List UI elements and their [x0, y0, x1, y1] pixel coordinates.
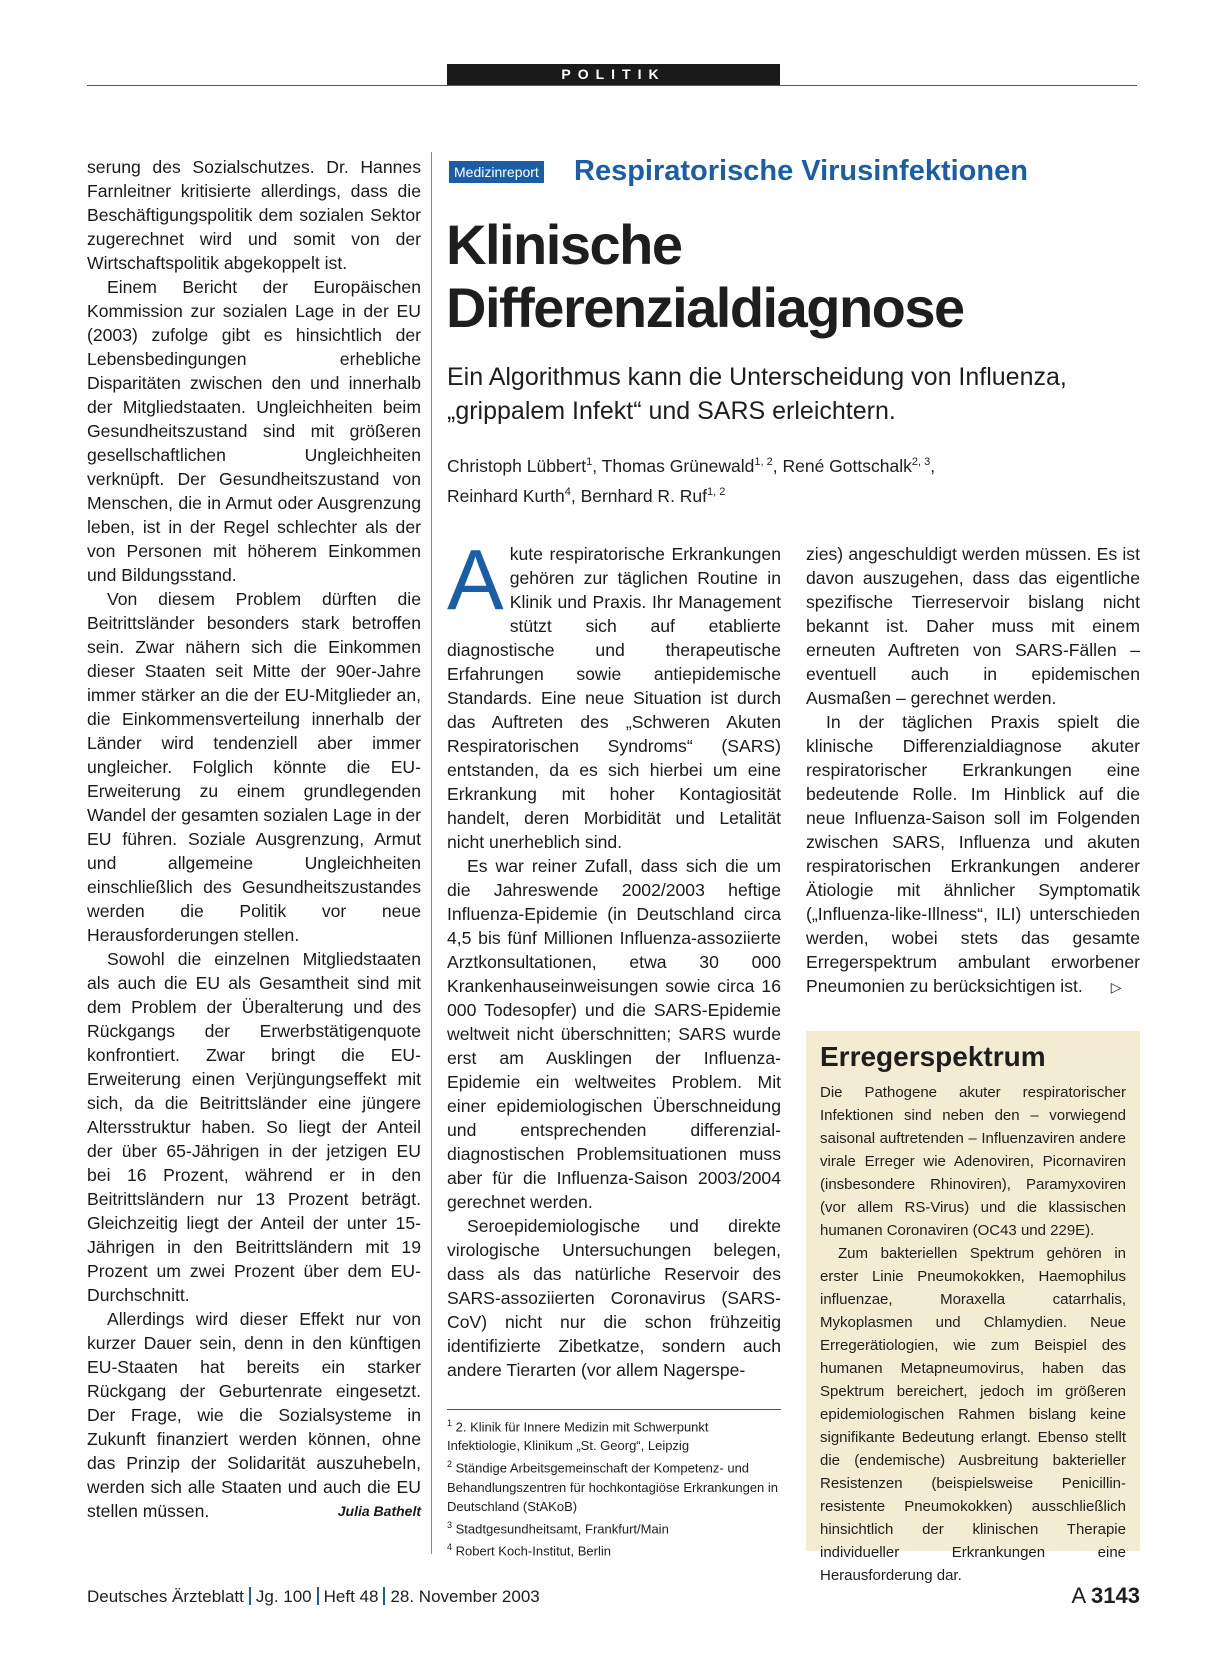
- footnote-rule: [447, 1409, 781, 1410]
- headline-line: Differenzialdiagnose: [446, 276, 964, 339]
- article-tag: Medizinreport: [449, 161, 544, 183]
- paragraph: [87, 1307, 421, 1523]
- footnote: $^1$ 2. Klinik für Innere Medizin mit Schwerpunkt Infektiologie, Klinikum „St. Georg“, Leipzig: [447, 1418, 709, 1454]
- deck: Ein Algorithmus kann die Unterscheidung von Influenza, „grippalem Infekt“ und SARS erleichtern.: [447, 363, 1067, 425]
- headline: [446, 213, 964, 339]
- author: René Gottschalk$^{2, 3}$: [782, 455, 931, 476]
- paragraph: Es war reiner Zufall, dass sich die um die Jahreswende 2002/2003 heftige Influenza-Epidemie (in Deutschland circa 4,5 bis fünf Millionen Influenza-assoziierte Arztkonsultationen, etwa 30 000 Krankenhauseinweisungen sowie circa 16 000 Todesopfer) und die SARS-Epidemie weltweit nicht überschnitten; SARS wurde erst am Ausklingen der Influenza-Epidemie ein weltweites Problem. Mit einer epidemiologischen Überschneidung und entsprechenden differenzial-diagnostischen Problemsituationen muss aber für die Influenza-Saison 2003/2004 gerechnet werden.: [447, 856, 781, 1212]
- paragraph-text: In der täglichen Praxis spielt die klinische Differenzialdiagnose akuter respiratorischer Erkrankungen eine bedeutende Rolle. Im Hinblick auf die neue Influenza-Saison soll im Folgenden zwischen SARS, Influenza und akuten respiratorischen Erkrankungen anderer Ätiologie mit ähnlicher Symptomatik („Influenza-like-Illness“, ILI) unterschieden werden, wobei stets das gesamte Erregerspektrum ambulant erworbener Pneumonien zu berücksichtigen ist.: [806, 712, 1140, 996]
- paragraph-text: kute respiratorische Erkrankungen gehören zur täglichen Routine in Klinik und Praxis. Ihr Management stützt sich auf etablierte diagnostische und therapeutische Erfahrungen sowie antiepidemische Standards. Eine neue Situation ist durch das Auftreten des „Schweren Akuten Respiratorischen Syndroms“ (SARS) entstanden, da es sich hierbei um eine Erkrankung mit hoher Kontagiosität handelt, deren Morbidität und Letalität nicht unerheblich sind.: [447, 544, 781, 852]
- page-number: A 3143: [1071, 1583, 1140, 1608]
- paragraph: [806, 710, 1140, 999]
- paragraph: [447, 533, 781, 854]
- paragraph: Die Pathogene akuter respiratorischer Infektionen sind neben den – vorwiegend saisonal auftretenden – Influenzaviren andere virale Erreger wie Adenoviren, Picornaviren (insbesondere Rhinoviren), Paramyxoviren (vor allem RS-Virus) und die klassischen humanen Coronaviren (OC43 und 229E).: [820, 1084, 1126, 1239]
- author: Reinhard Kurth$^4$: [447, 485, 571, 506]
- footnotes: [447, 1414, 781, 1560]
- drop-cap: A: [447, 533, 504, 628]
- box-body: [820, 1081, 1126, 1587]
- paragraph-text: Allerdings wird dieser Effekt nur von kurzer Dauer sein, denn in den künftigen EU-Staaten hat bereits ein starker Rückgang der Geburtenrate eingesetzt. Der Frage, wie die Sozialsysteme in Zukunft finanziert werden können, ohne das Prinzip der Solidarität auszuhebeln, werden sich alle Staaten und auch die EU stellen müssen.: [87, 1309, 421, 1521]
- paragraph: zies) angeschuldigt werden müssen. Es ist davon auszugehen, dass das eigentliche spezifische Tierreservoir bislang nicht bekannt ist. Daher muss mit einem erneuten Auftreten von SARS-Fällen – eventuell auch in epidemischen Ausmaßen – gerechnet werden.: [806, 544, 1140, 708]
- author-list: Christoph Lübbert$^1$, Thomas Grünewald$^{1, 2}$, René Gottschalk$^{2, 3}$, Reinhard Kurth$^4$, Bernhard R. Ruf$^{1, 2}$: [447, 455, 936, 506]
- continue-triangle-icon: ▷: [1110, 979, 1122, 995]
- sidebar-box: [806, 1031, 1140, 1584]
- column-divider: [431, 152, 432, 1554]
- headline-line: Klinische: [446, 213, 682, 276]
- section-header: POLITIK: [447, 64, 780, 85]
- author: Bernhard R. Ruf$^{1, 2}$: [580, 485, 726, 506]
- author-signature: Julia Bathelt: [337, 1503, 421, 1519]
- separator: [383, 1587, 385, 1605]
- footnote: $^2$ Ständige Arbeitsgemeinschaft der Kompetenz- und Behandlungszentren für hochkontagiöse Erkrankungen in Deutschland (StAKoB): [447, 1459, 779, 1514]
- volume: Jg. 100: [255, 1587, 312, 1606]
- journal-name: Deutsches Ärzteblatt: [87, 1587, 244, 1606]
- paragraph: Zum bakteriellen Spektrum gehören in erster Linie Pneumokokken, Haemophilus influenzae, Moraxella catarrhalis, Mykoplasmen und Chlamydien. Neue Erregerätiologien, wie zum Beispiel des humanen Metapneumovirus, haben das Spektrum bereichert, jedoch im größeren epidemiologischen Rahmen bislang keine signifikante Bedeutung erlangt. Ebenso stellt die (endemische) Ausbreitung bakterieller Resistenzen (beispielsweise Penicillin-resistente Pneumokokken) ausschließlich hinsichtlich der klinischen Therapie individueller Erkrankungen eine Herausforderung dar.: [820, 1245, 1126, 1584]
- paragraph: Einem Bericht der Europäischen Kommission zur sozialen Lage in der EU (2003) zufolge gibt es hinsichtlich der Lebensbedingungen erhebliche Disparitäten zwischen den und innerhalb der Mitgliedstaaten. Ungleichheiten beim Gesundheitszustand sind mit größeren gesellschaftlichen Ungleichheiten verknüpft. Der Gesundheitszustand von Menschen, die in Armut oder Ausgrenzung leben, ist in der Regel schlechter als der von Personen mit höherem Einkommen und Bildungsstand.: [87, 277, 421, 585]
- author: Christoph Lübbert$^1$: [447, 455, 593, 476]
- box-title: Erregerspektrum: [820, 1041, 1046, 1072]
- paragraph: Von diesem Problem dürften die Beitrittsländer besonders stark betroffen sein. Zwar nähern sich die Einkommen dieser Staaten seit Mitte der 90er-Jahre immer stärker an die der EU-Mitglieder an, die Einkommensverteilung innerhalb der Länder wird tendenziell aber immer ungleicher. Folglich könnte die EU-Erweiterung zu einem grundlegenden Wandel der gesamten sozialen Lage in der EU führen. Soziale Ausgrenzung, Armut und allgemeine Ungleichheiten einschließlich des Gesundheitszustandes werden die Politik vor neue Herausforderungen stellen.: [87, 589, 421, 945]
- footnote: $^3$ Stadtgesundheitsamt, Frankfurt/Main: [447, 1519, 669, 1536]
- column-right: [806, 542, 1140, 999]
- issue: Heft 48: [323, 1587, 379, 1606]
- footnote: $^4$ Robert Koch-Institut, Berlin: [447, 1541, 611, 1559]
- author: Thomas Grünewald$^{1, 2}$: [601, 455, 773, 476]
- separator: [249, 1587, 251, 1605]
- top-rule: [87, 85, 1137, 86]
- paragraph: Seroepidemiologische und direkte virologische Untersuchungen belegen, dass als das natürliche Reservoir des SARS-assoziierten Coronavirus (SARS-CoV) nicht nur die schon frühzeitig identifizierte Zibetkatze, sondern auch andere Tierarten (vor allem Nagerspe-: [447, 1216, 781, 1380]
- column-left: [87, 155, 421, 1523]
- date: 28. November 2003: [390, 1587, 540, 1606]
- column-middle: [447, 533, 781, 1382]
- footer: [87, 1585, 540, 1609]
- separator: [317, 1587, 319, 1605]
- paragraph: serung des Sozialschutzes. Dr. Hannes Farnleitner kritisierte allerdings, dass die Beschäftigungspolitik dem sozialen Sektor zugerechnet wird und somit von der Wirtschaftspolitik abgekoppelt ist.: [87, 157, 421, 273]
- paragraph: Sowohl die einzelnen Mitgliedstaaten als auch die EU als Gesamtheit sind mit dem Problem der Überalterung und des Rückgangs der Erwerbstätigenquote konfrontiert. Zwar bringt die EU-Erweiterung einen Verjüngungseffekt mit sich, da die Beitrittsländer eine jüngere Altersstruktur haben. So liegt der Anteil der über 65-Jährigen in der jetzigen EU bei 16 Prozent, während er in den Beitrittsländern nur 13 Prozent beträgt. Gleichzeitig liegt der Anteil der unter 15-Jährigen in den Beitrittsländern mit 19 Prozent um zwei Prozent über dem EU-Durchschnitt.: [87, 949, 421, 1305]
- kicker: Respiratorische Virusinfektionen: [574, 155, 1028, 187]
